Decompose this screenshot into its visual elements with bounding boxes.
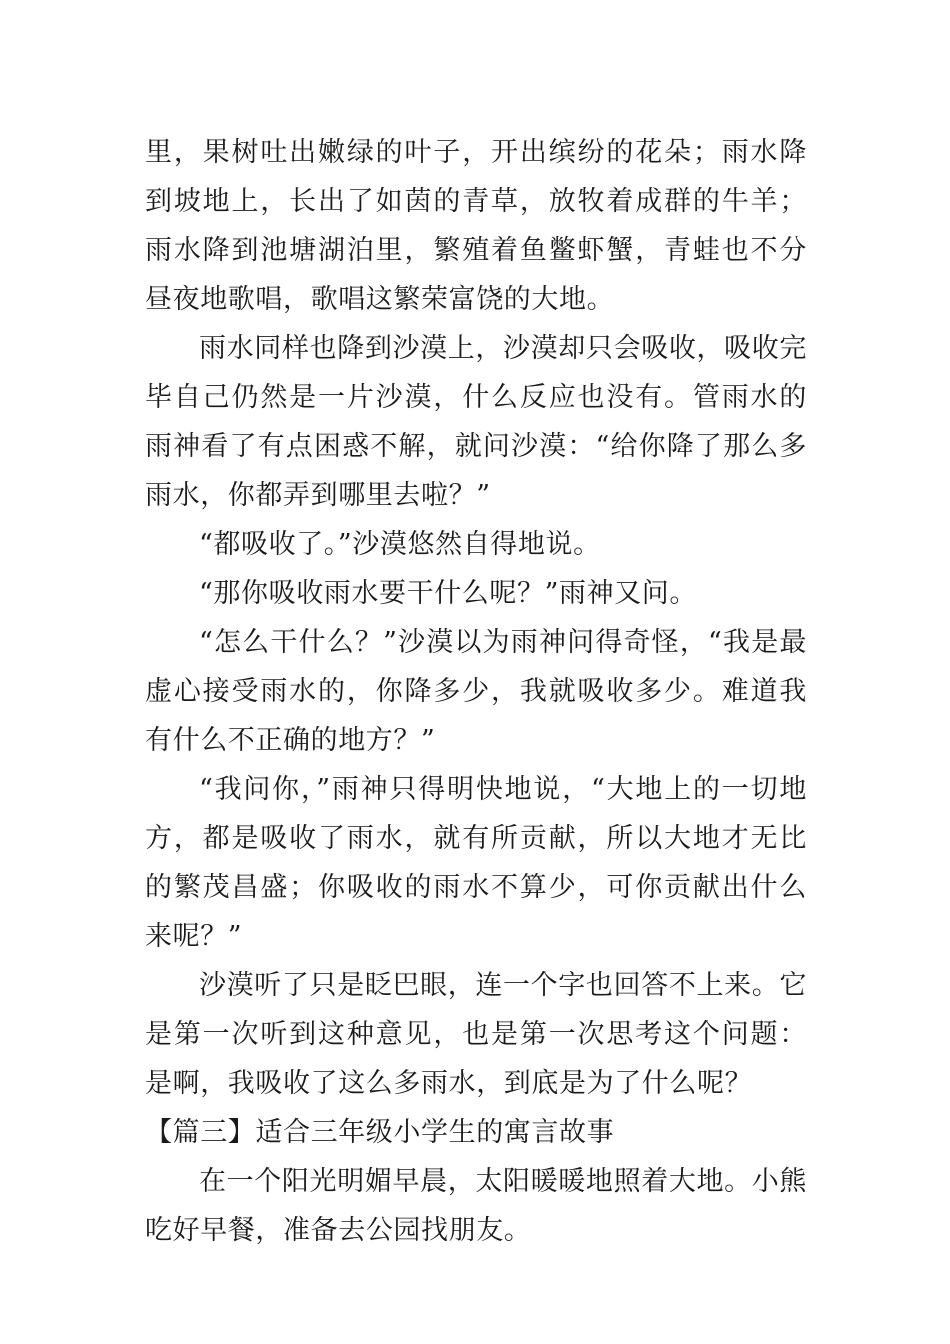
document-body — [145, 128, 807, 1255]
section-heading: 【篇三】适合三年级小学生的寓言故事 — [145, 1117, 615, 1148]
paragraph-desert-absorbs: 雨水同样也降到沙漠上，沙漠却只会吸收，吸收完毕自己仍然是一片沙漠，什么反应也没有。管雨水的雨神看了有点困惑不解，就问沙漠：“给你降了那么多雨水，你都弄到哪里去啦？” — [145, 333, 807, 511]
paragraph-desert-reflects: 沙漠听了只是眨巴眼，连一个字也回答不上来。它是第一次听到这种意见，也是第一次思考这个问题：是啊，我吸收了这么多雨水，到底是为了什么呢？ — [145, 970, 807, 1099]
paragraph-desert-answers: “怎么干什么？”沙漠以为雨神问得奇怪，“我是最虚心接受雨水的，你降多少，我就吸收多少。难道我有什么不正确的地方？” — [145, 627, 807, 756]
paragraph-little-bear: 在一个阳光明媚早晨，太阳暖暖地照着大地。小熊吃好早餐，准备去公园找朋友。 — [145, 1166, 807, 1246]
paragraph-rain-god-asks: “那你吸收雨水要干什么呢？”雨神又问。 — [199, 578, 698, 609]
paragraph-rain-god-explains: “我问你，”雨神只得明快地说，“大地上的一切地方，都是吸收了雨水，就有所贡献，所以大地才无比的繁茂昌盛；你吸收的雨水不算少，可你贡献出什么来呢？” — [145, 774, 807, 952]
paragraph-desert-reply: “都吸收了。”沙漠悠然自得地说。 — [199, 529, 601, 560]
paragraph-continuation: 里，果树吐出嫩绿的叶子，开出缤纷的花朵；雨水降到坡地上，长出了如茵的青草，放牧着成群的牛羊；雨水降到池塘湖泊里，繁殖着鱼鳖虾蟹，青蛙也不分昼夜地歌唱，歌唱这繁荣富饶的大地。 — [145, 137, 807, 315]
